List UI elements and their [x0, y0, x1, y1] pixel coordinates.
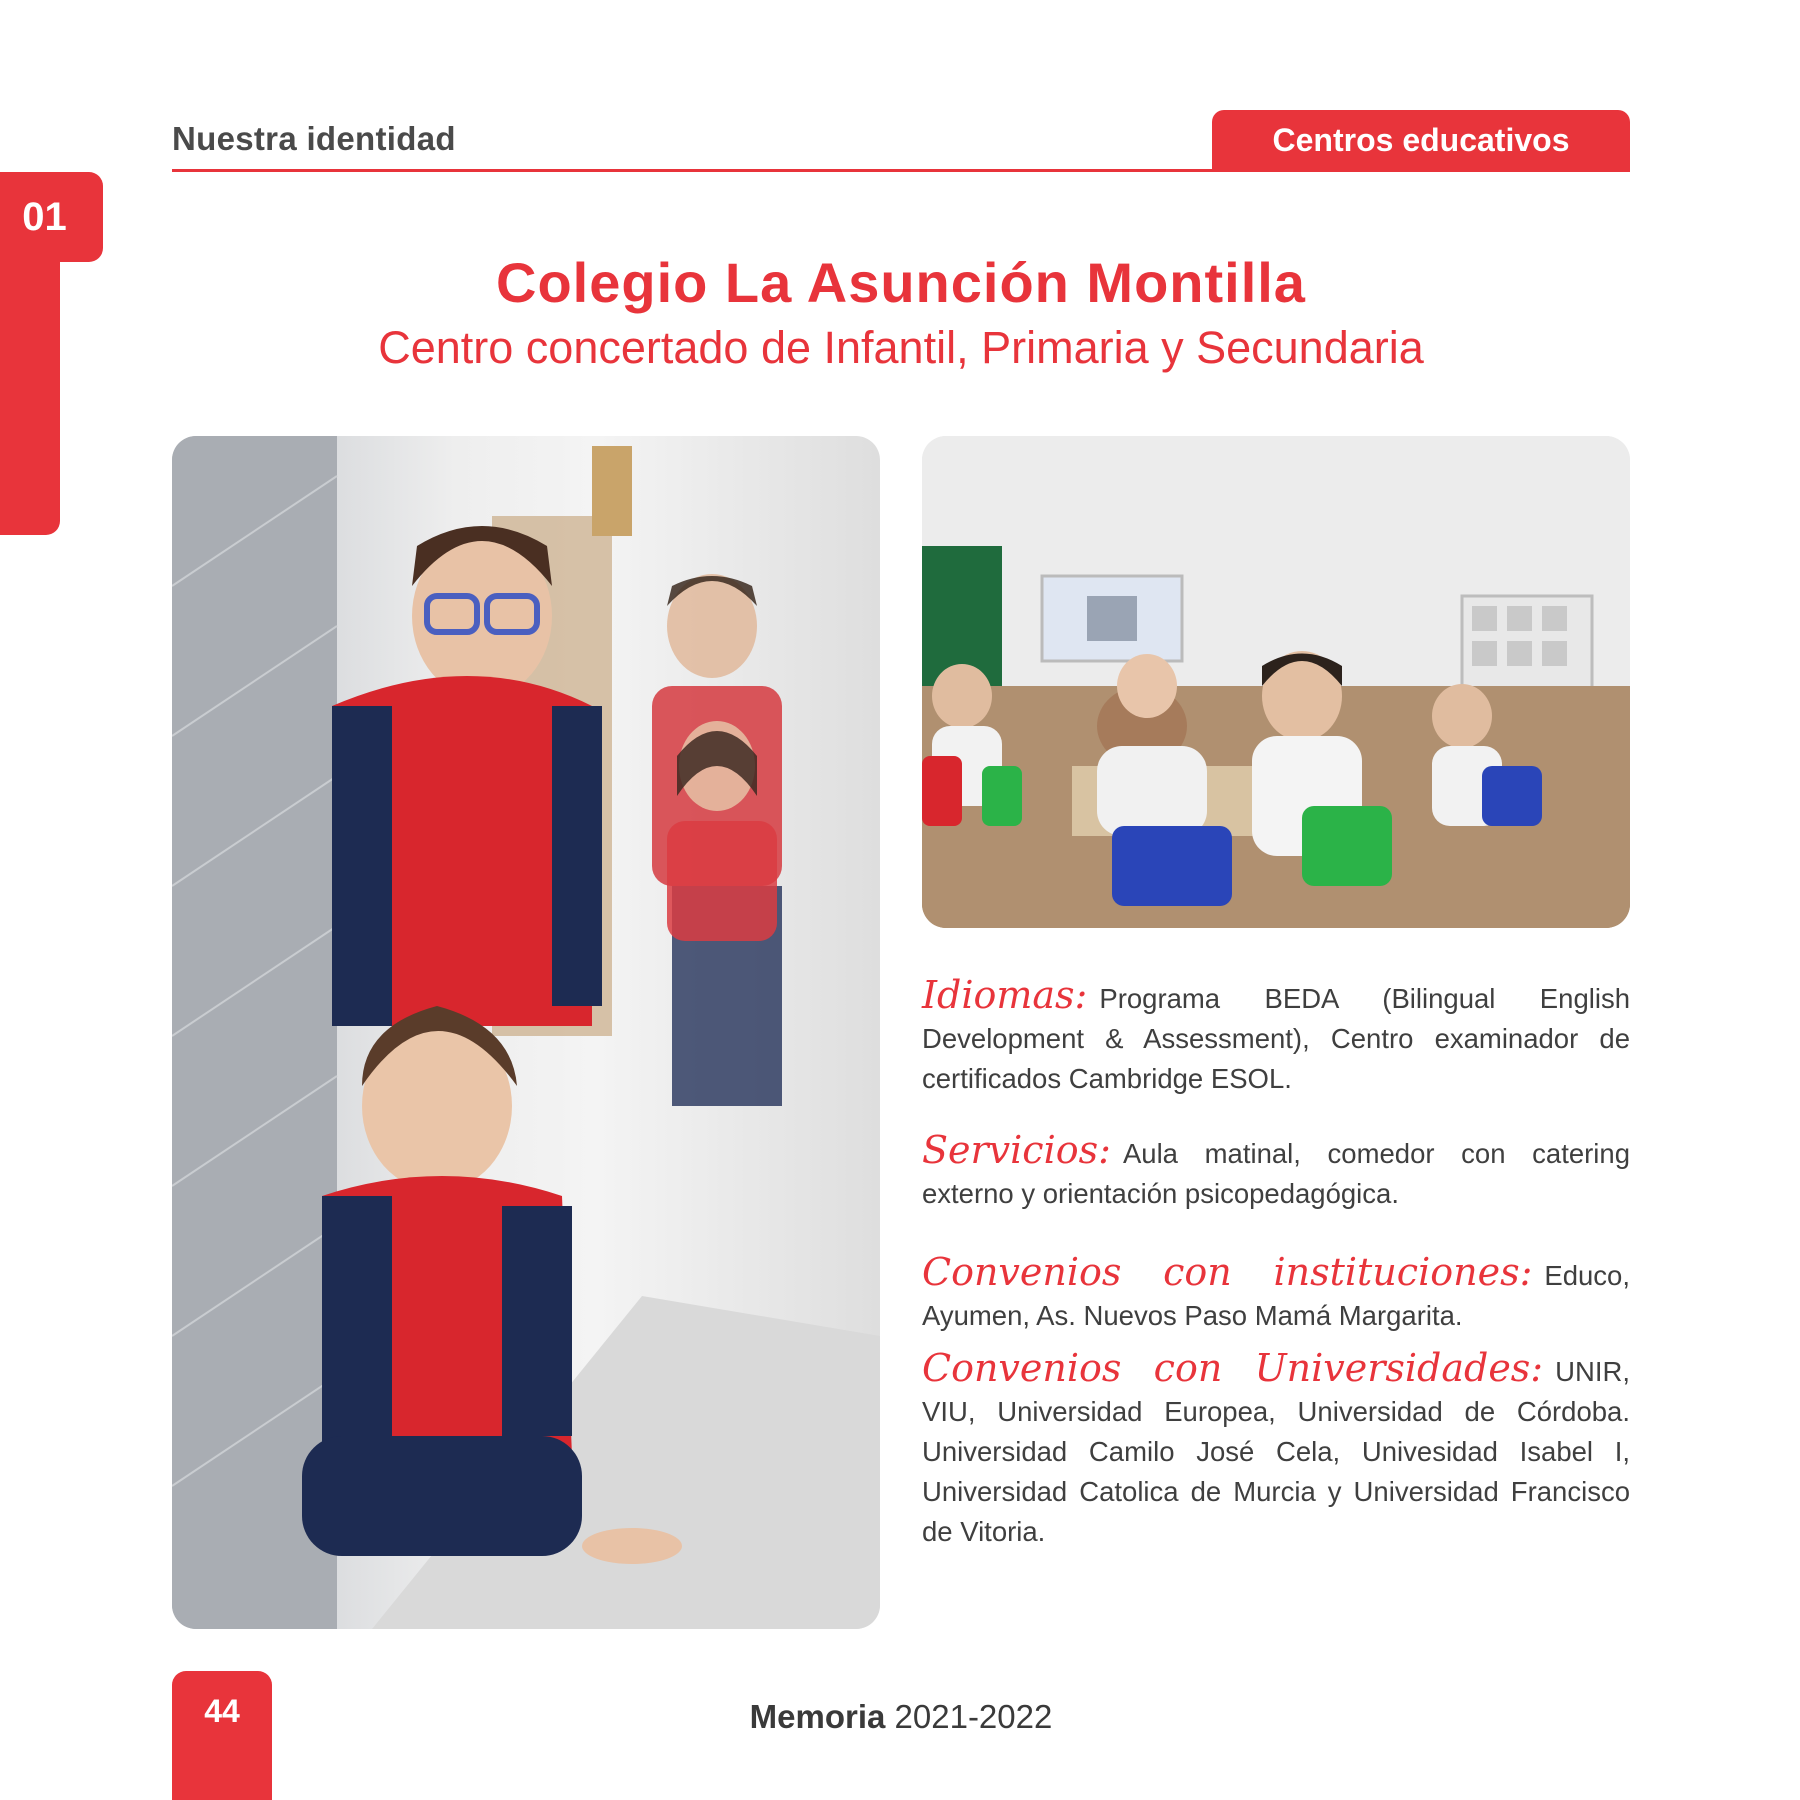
classroom-photo: [922, 436, 1630, 928]
services-text: Aula matinal, comedor con catering externo y orientación psicopedagógica.: [922, 1138, 1630, 1209]
footer-doc-title: Memoria: [749, 1698, 886, 1735]
page-subtitle: Centro concertado de Infantil, Primaria y Secundaria: [378, 322, 1424, 373]
services-heading: Servicios:: [922, 1128, 1111, 1172]
universities-heading: Convenios con Universidades:: [922, 1346, 1544, 1390]
institutions-heading: Convenios con instituciones:: [922, 1250, 1533, 1294]
section-label: Nuestra identidad: [172, 120, 456, 157]
students-hallway-photo: [172, 436, 880, 1629]
languages-section: [922, 975, 1630, 1099]
page-number: 44: [172, 1671, 272, 1800]
universities-text: UNIR, VIU, Universidad Europea, Universidad de Córdoba. Universidad Camilo José Cela, Univesidad Isabel I, Universidad Catolica de Murcia y Universidad Francisco de Vitoria.: [922, 1356, 1630, 1547]
institutions-section: [922, 1252, 1630, 1336]
footer-year: 2021-2022: [894, 1698, 1053, 1735]
page-title: Colegio La Asunción Montilla: [496, 251, 1306, 314]
category-tab: Centros educativos: [1212, 110, 1630, 171]
languages-text: Programa BEDA (Bilingual English Development & Assessment), Centro examinador de certificados Cambridge ESOL.: [922, 983, 1630, 1094]
services-section: [922, 1130, 1630, 1214]
footer-title: [172, 1698, 1630, 1736]
languages-heading: Idiomas:: [922, 973, 1088, 1017]
institutions-text: Educo, Ayumen, As. Nuevos Paso Mamá Margarita.: [922, 1260, 1630, 1331]
universities-section: [922, 1348, 1630, 1552]
chapter-number: 01: [0, 172, 103, 262]
